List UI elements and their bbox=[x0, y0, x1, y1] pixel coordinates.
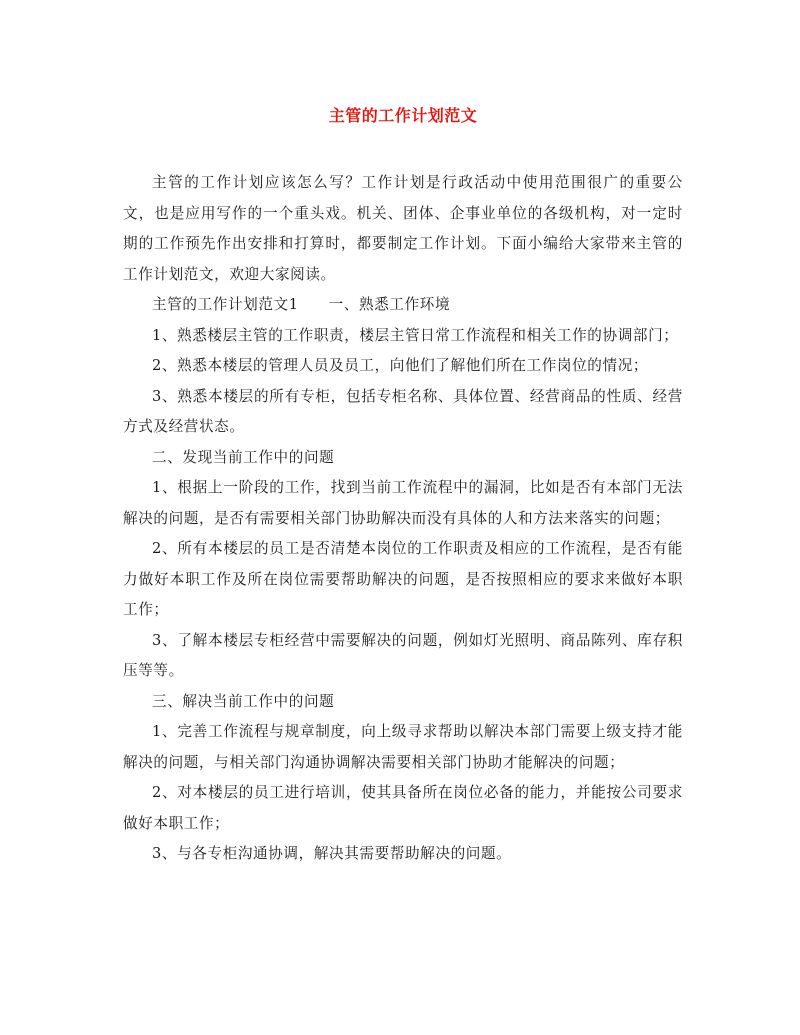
intro-paragraph: 主管的工作计划应该怎么写？工作计划是行政活动中使用范围很广的重要公文，也是应用写作的一个重头戏。机关、团体、企事业单位的各级机构，对一定时期的工作预先作出安排和打算时，都要制定工作计划。下面小编给大家带来主管的工作计划范文，欢迎大家阅读。 bbox=[123, 174, 683, 283]
document-title: 主管的工作计划范文 bbox=[328, 106, 478, 125]
section-3-item-1: 1、完善工作流程与规章制度，向上级寻求帮助以解决本部门需要上级支持才能解决的问题，与相关部门沟通协调解决需要相关部门协助才能解决的问题； bbox=[123, 723, 683, 771]
section-2-item-1: 1、根据上一阶段的工作，找到当前工作流程中的漏洞，比如是否有本部门无法解决的问题，是否有需要相关部门协助解决而没有具体的人和方法来落实的问题； bbox=[123, 479, 683, 527]
section-2-item-2: 2、所有本楼层的员工是否清楚本岗位的工作职责及相应的工作流程，是否有能力做好本职工作及所在岗位需要帮助解决的问题，是否按照相应的要求来做好本职工作； bbox=[123, 540, 683, 618]
section-1-item-3: 3、熟悉本楼层的所有专柜，包括专柜名称、具体位置、经营商品的性质、经营方式及经营状态。 bbox=[123, 387, 683, 435]
section-1-heading: 一、熟悉工作环境 bbox=[328, 296, 451, 313]
section-1-heading-row bbox=[123, 290, 683, 321]
sample-1-label: 主管的工作计划范文1 bbox=[152, 296, 299, 313]
section-2-item-3: 3、了解本楼层专柜经营中需要解决的问题，例如灯光照明、商品陈列、库存积压等等。 bbox=[123, 631, 683, 679]
section-2-heading: 二、发现当前工作中的问题 bbox=[152, 448, 335, 466]
section-3-item-3: 3、与各专柜沟通协调，解决其需要帮助解决的问题。 bbox=[152, 845, 512, 862]
section-3-heading: 三、解决当前工作中的问题 bbox=[152, 692, 335, 710]
document-body bbox=[123, 168, 683, 870]
section-1-item-1: 1、熟悉楼层主管的工作职责，楼层主管日常工作流程和相关工作的协调部门； bbox=[152, 326, 679, 344]
section-3-item-2: 2、对本楼层的员工进行培训，使其具备所在岗位必备的能力，并能按公司要求做好本职工作； bbox=[123, 784, 683, 832]
section-1-item-2: 2、熟悉本楼层的管理人员及员工，向他们了解他们所在工作岗位的情况； bbox=[152, 357, 649, 374]
